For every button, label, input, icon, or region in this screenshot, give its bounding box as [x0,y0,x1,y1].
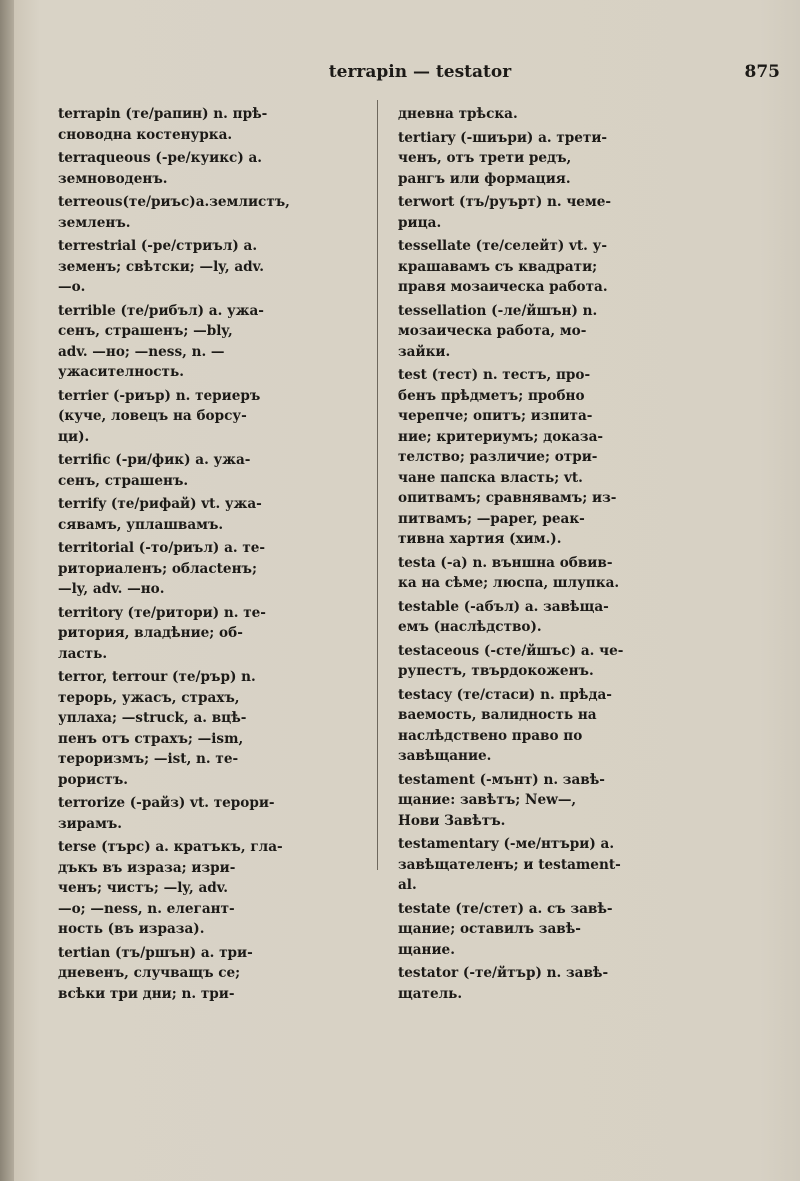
entry-line: tertian (тъ/ршън) a. три- [58,944,253,961]
dictionary-entry [58,192,358,233]
dictionary-entry [398,236,698,298]
dictionary-entry [58,837,358,940]
entry-line: телство; различие; отри- [398,449,598,465]
entry-line: чане папска власть; vt. [398,469,583,486]
entry-line: земленъ. [58,214,131,231]
entry-line: terrestrial (-ре/стриъл) a. [58,238,258,254]
dictionary-entry [58,667,358,790]
entry-line: завѣщание. [398,748,492,764]
entry-line: ние; критериумъ; доказа- [398,428,604,445]
right-column [398,104,698,1007]
entry-line: terraqueous (-ре/куикс) a. [58,150,263,166]
dictionary-entry [58,793,358,834]
dictionary-entry [398,104,698,125]
entry-line: мозаическа работа, мо- [398,323,587,339]
entry-line: terreous(те/риъс)a.землистъ, [58,194,290,210]
entry-line: рица. [398,214,442,231]
dictionary-entry [58,603,358,665]
entry-line: ужасителность. [58,364,184,380]
entry-line: ченъ, отъ трети редъ, [398,150,572,166]
dictionary-entry [398,770,698,832]
entry-line: testable (-абъл) a. завѣща- [398,598,609,615]
entry-line: testaceous (-сте/йшъс) a. че- [398,642,624,659]
entry-line: земенъ; свѣтски; —ly, adv. [58,258,264,275]
entry-line: черепче; опитъ; изпита- [398,408,593,424]
entry-line: тивна хартия (хим.). [398,531,562,547]
entry-line: бенъ прѣдметъ; пробно [398,387,585,404]
entry-line: сявамъ, уплашвамъ. [58,516,224,533]
dictionary-entry [58,301,358,383]
page-number: 875 [744,62,780,82]
entry-line: testate (те/стет) a. съ завѣ- [398,900,613,917]
entry-line: tessellation (-ле/йшън) n. [398,302,598,319]
dictionary-entry [398,834,698,896]
entry-line: щание: завѣтъ; New—, [398,792,577,808]
entry-line: дневенъ, случващъ се; [58,965,241,981]
entry-line: пенъ отъ страхъ; —ism, [58,730,244,747]
entry-line: ка на сѣме; люспа, шлупка. [398,575,620,591]
entry-line: testa (-а) n. външна обвив- [398,554,613,571]
dictionary-entry [398,963,698,1004]
entry-line: уплаха; —struck, a. вцѣ- [58,710,247,726]
entry-line: terrify (те/рифай) vt. ужа- [58,496,262,512]
entry-line: щатель. [398,985,463,1002]
entry-line: territorial (-то/риъл) a. те- [58,540,266,556]
dictionary-entry [58,943,358,1005]
entry-line: земноводенъ. [58,170,168,187]
dictionary-entry [398,899,698,961]
entry-line: тероризмъ; —ist, n. те- [58,751,239,767]
entry-line: зирамъ. [58,815,123,832]
entry-line: ченъ; чистъ; —ly, adv. [58,880,229,896]
entry-line: ность (въ израза). [58,921,205,937]
entry-line: рупестъ, твърдокоженъ. [398,663,594,679]
dictionary-entry [58,236,358,298]
entry-line: testator (-те/йтър) n. завѣ- [398,965,609,981]
entry-line: terrapin (те/рапин) n. прѣ- [58,106,268,122]
entry-line: testamentary (-ме/нтъри) a. [398,836,615,852]
entry-line: зайки. [398,343,451,360]
dictionary-entry [58,494,358,535]
entry-line: наслѣдствено право по [398,727,583,744]
entry-line: сенъ, страшенъ; —bly, [58,323,233,339]
dictionary-entry [58,450,358,491]
entry-line: дъкъ въ израза; изри- [58,859,236,876]
entry-line: терорь, ужасъ, страхъ, [58,689,240,706]
entry-line: правя мозаическа работа. [398,279,608,295]
entry-line: (куче, ловецъ на борсу- [58,408,247,424]
entry-line: Нови Завѣтъ. [398,812,506,829]
entry-line: риториаленъ; обласtенъ; [58,560,257,577]
entry-line: tertiary (-шиъри) a. трети- [398,129,608,146]
dictionary-entry [58,538,358,600]
entry-line: testament (-мънт) n. завѣ- [398,771,605,788]
dictionary-entry [58,104,358,145]
entry-line: terrific (-ри/фик) a. ужа- [58,452,251,468]
entry-line: ритория, владѣние; об- [58,625,243,641]
entry-line: terrible (те/рибъл) a. ужа- [58,302,264,319]
entry-line: питвамъ; —paper, реак- [398,510,585,527]
entry-line: —о. [58,279,86,295]
entry-line: дневна трѣска. [398,106,518,122]
entry-line: щание; оставилъ завѣ- [398,921,581,937]
dictionary-entry [398,685,698,767]
entry-line: сенъ, страшенъ. [58,472,189,489]
page-header [60,62,780,88]
entry-line: щание. [398,941,455,958]
running-head: terrapin — testator [328,62,512,82]
entry-line: terrorize (-райз) vt. терори- [58,795,275,811]
dictionary-entry [398,553,698,594]
entry-line: test (тест) n. тестъ, про- [398,367,591,383]
entry-line: завѣщателенъ; и testament- [398,856,621,873]
entry-line: tessellate (те/селейт) vt. у- [398,238,607,254]
entry-line: ци). [58,428,90,445]
entry-line: опитвамъ; сравнявамъ; из- [398,490,617,506]
entry-line: adv. —но; —ness, n. — [58,343,225,360]
left-column [58,104,358,1007]
entry-line: terse (тъpc) a. кратъкъ, гла- [58,839,283,855]
dictionary-entry [398,365,698,550]
dictionary-entry [398,641,698,682]
entry-line: territory (те/ритори) n. те- [58,604,266,621]
entry-line: —ly, adv. —но. [58,581,165,597]
entry-line: рористъ. [58,771,129,788]
column-divider [377,100,378,870]
entry-line: всѣки три дни; n. три- [58,985,235,1002]
dictionary-entry [398,301,698,363]
entry-line: —о; —ness, n. елегант- [58,900,235,917]
dictionary-entry [398,597,698,638]
entry-line: рангъ или формация. [398,170,571,187]
book-spine-shadow [0,0,14,1181]
entry-line: крашавамъ съ квадрати; [398,258,598,275]
dictionary-entry [58,386,358,448]
entry-line: ласть. [58,645,108,662]
entry-line: testacy (те/стаси) n. прѣда- [398,686,612,703]
entry-line: al. [398,877,417,893]
dictionary-entry [398,128,698,190]
dictionary-entry [398,192,698,233]
entry-line: емъ (наслѣдство). [398,619,542,635]
entry-line: сноводна костенурка. [58,126,233,143]
entry-line: terror, terrour (те/ръp) n. [58,669,256,685]
dictionary-entry [58,148,358,189]
entry-line: terwort (тъ/руърт) n. чеме- [398,194,612,210]
entry-line: ваемость, валидность на [398,707,597,723]
entry-line: terrier (-риър) n. териеръ [58,387,261,404]
